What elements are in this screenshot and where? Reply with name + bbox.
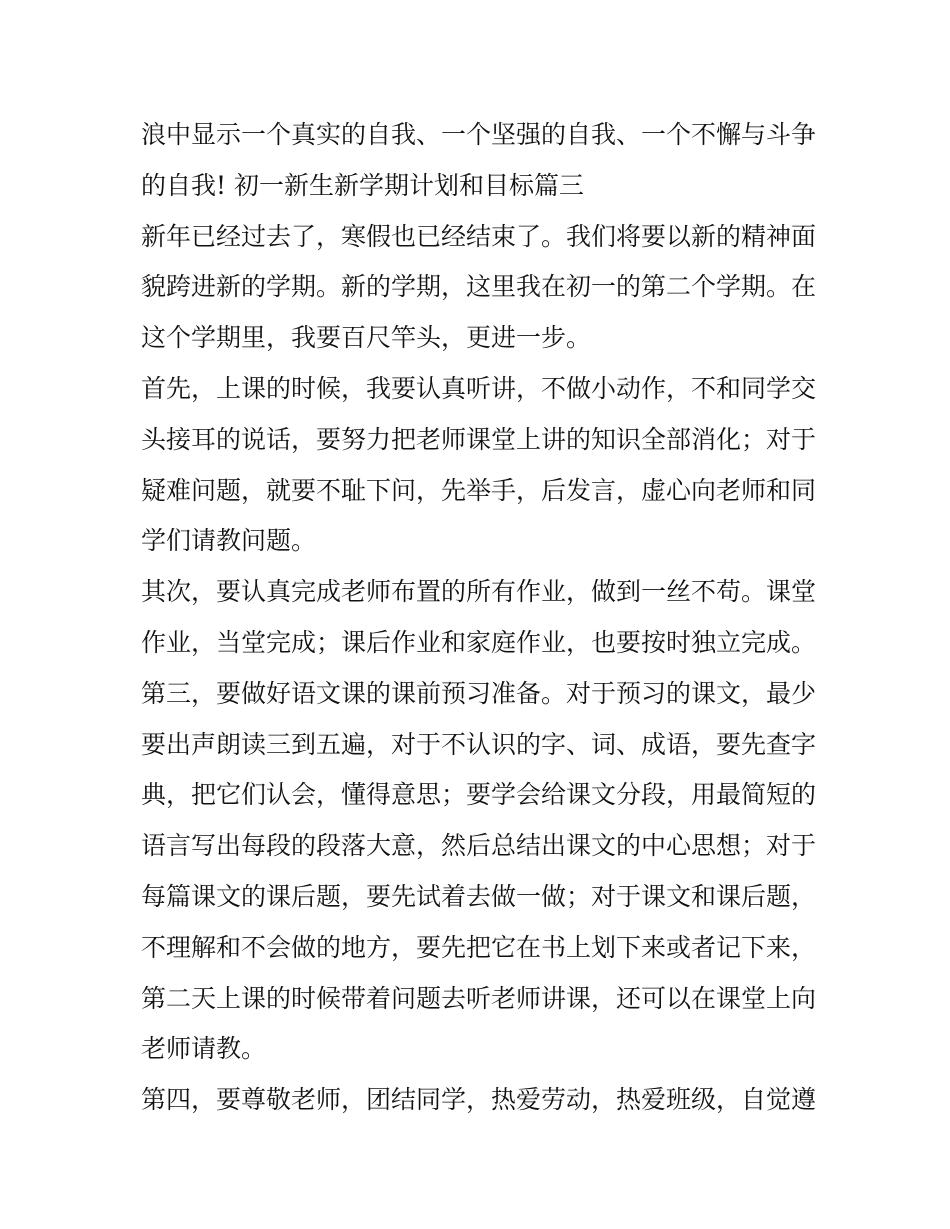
text-line: 第二天上课的时候带着问题去听老师讲课，还可以在课堂上向 xyxy=(141,983,817,1013)
text-line: 首先，上课的时候，我要认真听讲，不做小动作，不和同学交 xyxy=(141,373,817,403)
text-line: 语言写出每段的段落大意，然后总结出课文的中心思想；对于 xyxy=(141,831,817,861)
text-line: 要出声朗读三到五遍，对于不认识的字、词、成语，要先查字 xyxy=(141,729,817,759)
text-line: 老师请教。 xyxy=(141,1034,267,1064)
text-line: 作业，当堂完成；课后作业和家庭作业，也要按时独立完成。 xyxy=(141,627,817,657)
text-line: 不理解和不会做的地方，要先把它在书上划下来或者记下来， xyxy=(141,932,817,962)
text-line: 浪中显示一个真实的自我、一个坚强的自我、一个不懈与斗争 xyxy=(141,120,817,149)
text-line: 貌跨进新的学期。新的学期，这里我在初一的第二个学期。在 xyxy=(141,272,817,302)
text-line: 疑难问题，就要不耻下问，先举手，后发言，虚心向老师和同 xyxy=(141,475,817,505)
text-line: 这个学期里，我要百尺竿头，更进一步。 xyxy=(141,323,592,353)
text-line: 头接耳的说话，要努力把老师课堂上讲的知识全部消化；对于 xyxy=(141,424,817,454)
text-line: 学们请教问题。 xyxy=(141,526,317,556)
text-line: 每篇课文的课后题，要先试着去做一做；对于课文和课后题， xyxy=(141,881,817,911)
text-line: 典，把它们认会，懂得意思；要学会给课文分段，用最简短的 xyxy=(141,780,817,810)
text-line: 其次，要认真完成老师布置的所有作业，做到一丝不苟。课堂 xyxy=(141,577,817,607)
text-line: 新年已经过去了，寒假也已经结束了。我们将要以新的精神面 xyxy=(141,221,817,251)
body-text xyxy=(141,110,816,1126)
text-line: 的自我! 初一新生新学期计划和目标篇三 xyxy=(141,170,584,200)
text-line: 第四，要尊敬老师，团结同学，热爱劳动，热爱班级，自觉遵 xyxy=(141,1085,817,1115)
text-line: 第三，要做好语文课的课前预习准备。对于预习的课文，最少 xyxy=(141,678,817,708)
